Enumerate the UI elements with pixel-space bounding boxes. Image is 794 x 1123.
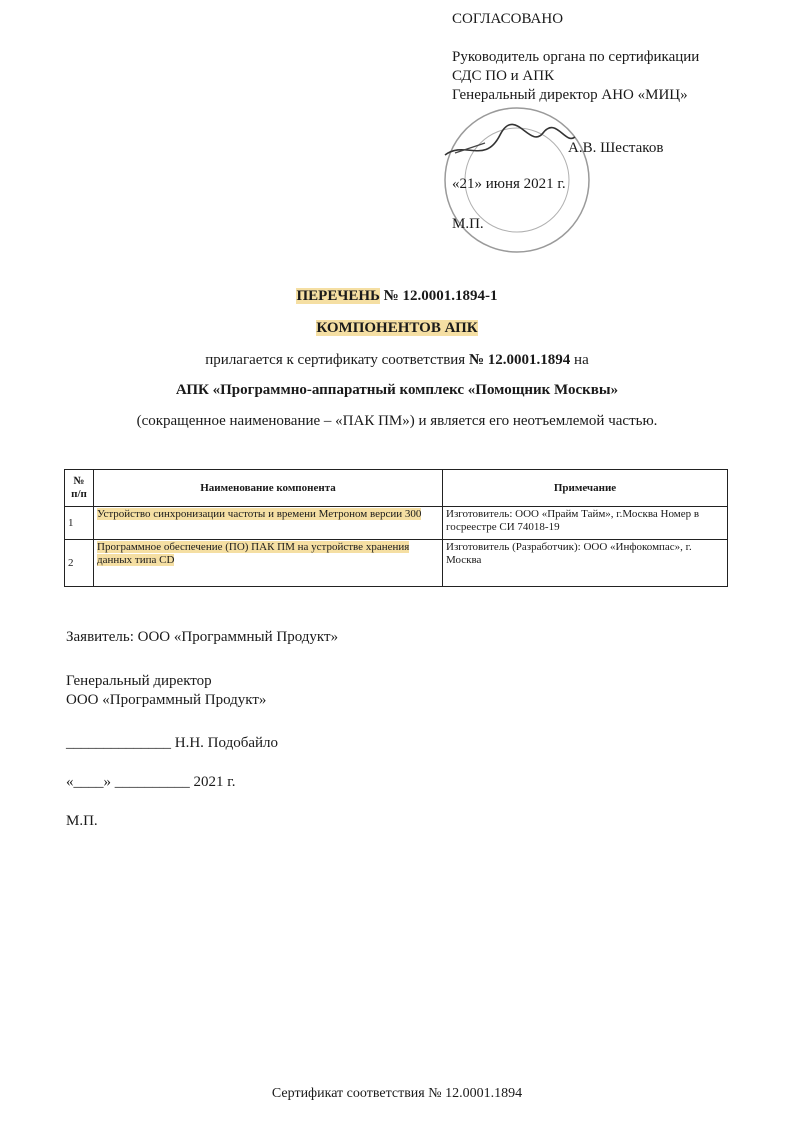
row-number: 1 — [65, 507, 94, 540]
attached-suffix: на — [574, 352, 589, 368]
header-name: Наименование компонента — [94, 470, 443, 507]
attached-line — [0, 352, 794, 369]
cert-number: № 12.0001.1894 — [468, 352, 571, 368]
approval-date: «21» июня 2021 г. — [452, 176, 566, 192]
applicant-signature: ______________ Н.Н. Подобайло — [66, 735, 278, 751]
components-title — [0, 320, 794, 337]
components-label: КОМПОНЕНТОВ АПК — [316, 320, 478, 336]
table-header-row — [65, 470, 728, 507]
list-title — [0, 288, 794, 305]
attached-text: прилагается к сертификату соответствия — [205, 352, 466, 368]
row-name — [94, 540, 443, 587]
applicant-line: Заявитель: ООО «Программный Продукт» — [66, 629, 339, 645]
row-note: Изготовитель (Разработчик): ООО «Инфокомпас», г. Москва — [443, 540, 728, 587]
applicant-date: «____» __________ 2021 г. — [66, 774, 236, 790]
table-row — [65, 507, 728, 540]
row-name-text: Программное обеспечение (ПО) ПАК ПМ на устройстве хранения данных типа CD — [97, 541, 410, 566]
header-note: Примечание — [443, 470, 728, 507]
product-name: АПК «Программно-аппаратный комплекс «Помощник Москвы» — [175, 382, 619, 398]
row-name — [94, 507, 443, 540]
short-name: (сокращенное наименование – «ПАК ПМ») и является его неотъемлемой частью. — [136, 413, 658, 429]
approval-line-1: Руководитель органа по сертификации — [452, 49, 700, 65]
row-name-text: Устройство синхронизации частоты и времени Метроном версии 300 — [97, 508, 422, 520]
footer-certificate: Сертификат соответствия № 12.0001.1894 — [271, 1086, 523, 1101]
approval-title: СОГЛАСОВАНО — [452, 11, 564, 27]
approval-line-2: СДС ПО и АПК — [452, 68, 555, 84]
approval-line-3: Генеральный директор АНО «МИЦ» — [452, 87, 688, 103]
table-row — [65, 540, 728, 587]
applicant-position: Генеральный директор — [66, 673, 212, 689]
header-number: № п/п — [65, 470, 94, 507]
components-table — [64, 469, 728, 587]
applicant-mp: М.П. — [66, 813, 98, 829]
approval-signer: А.В. Шестаков — [568, 140, 664, 156]
applicant-company: ООО «Программный Продукт» — [66, 692, 267, 708]
list-number: № 12.0001.1894-1 — [383, 288, 498, 304]
approval-mp: М.П. — [452, 216, 484, 232]
row-number: 2 — [65, 540, 94, 587]
approval-block — [452, 10, 699, 105]
row-note: Изготовитель: ООО «Прайм Тайм», г.Москва Номер в госреестре СИ 74018-19 — [443, 507, 728, 540]
list-label: ПЕРЕЧЕНЬ — [296, 288, 380, 304]
